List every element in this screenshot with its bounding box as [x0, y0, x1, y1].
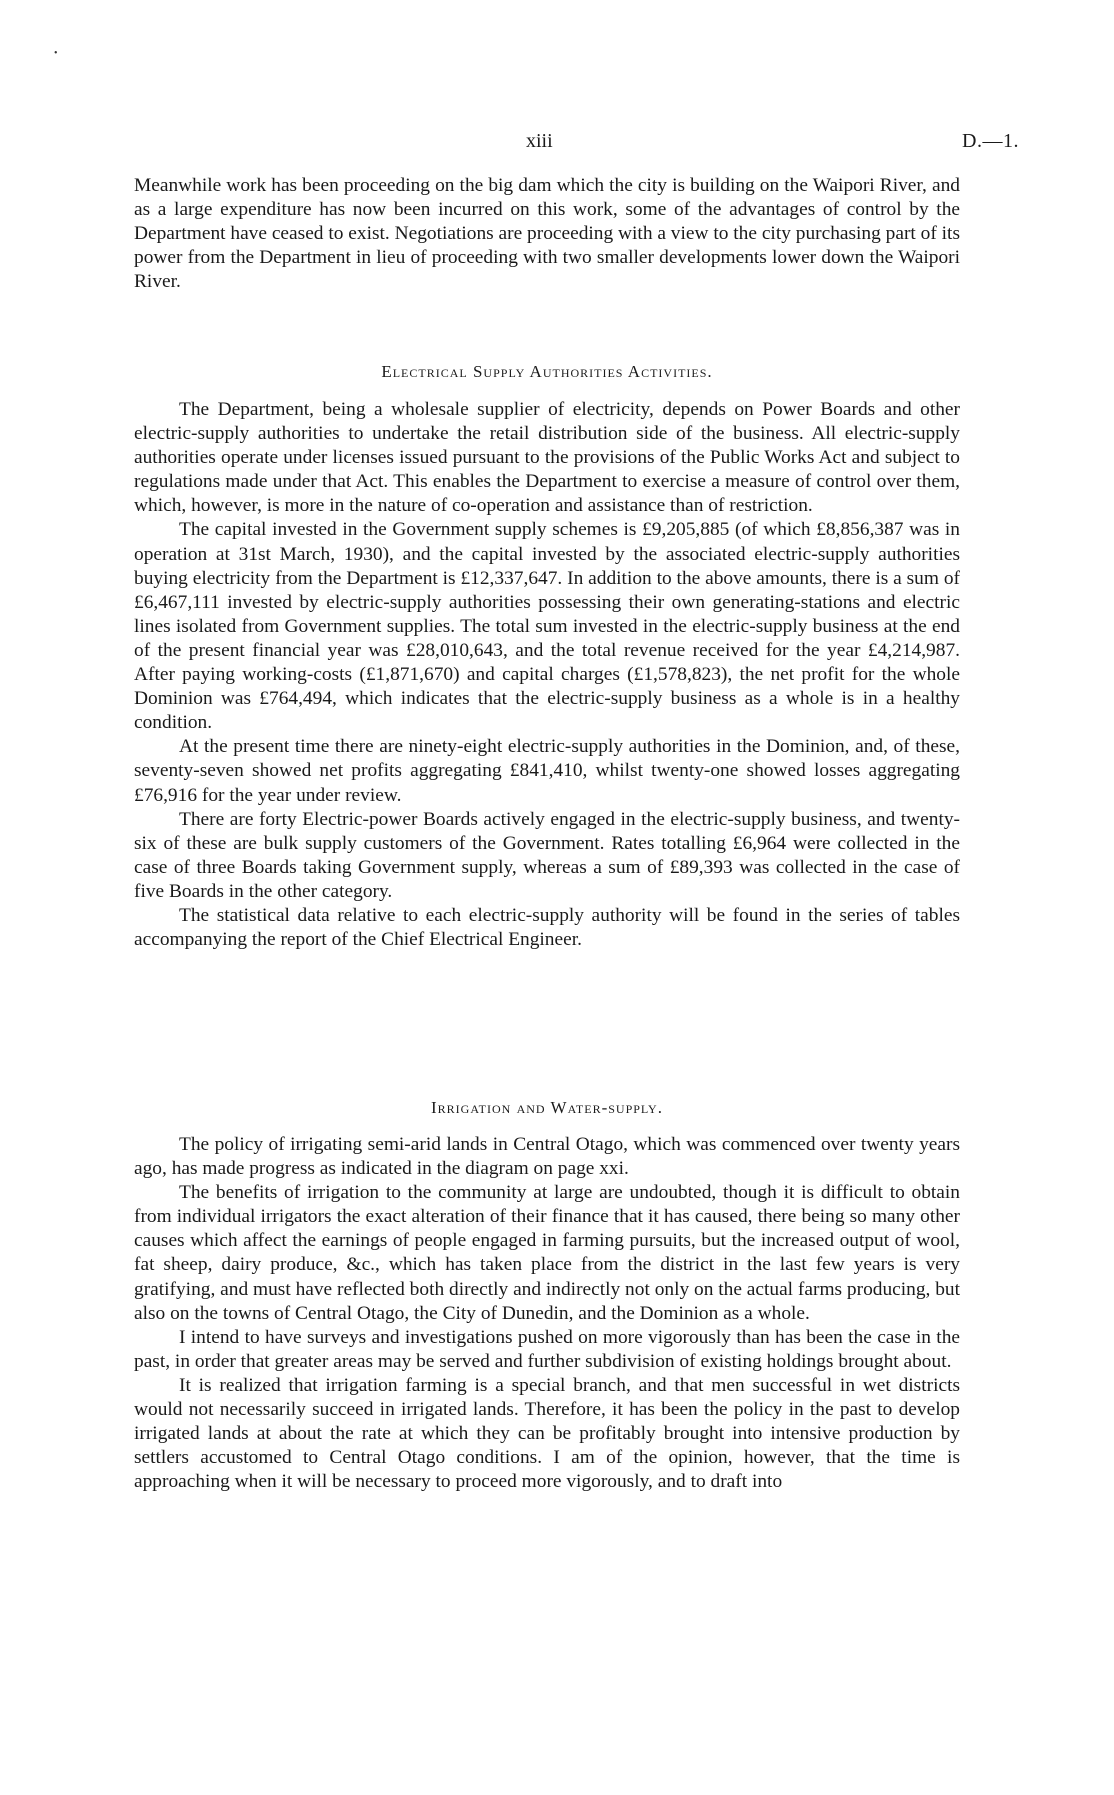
section-heading-electrical-supply: Electrical Supply Authorities Activities.	[381, 362, 713, 381]
section-waipori	[134, 174, 960, 294]
paragraph: The benefits of irrigation to the community at large are undoubted, though it is difficult to obtain from individual irrigators the exact alteration of their finance that it has caused, there being so many other causes which affect the earnings of people engaged in farming pursuits, but the increased output of wool, fat sheep, dairy produce, &c., which has taken place from the district in the last few years is very gratifying, and must have reflected both directly and indirectly not only on the actual farms producing, but also on the towns of Central Otago, the City of Dunedin, and the Dominion as a whole.	[134, 1182, 961, 1324]
paragraph: There are forty Electric-power Boards actively engaged in the electric-supply business, and twenty-six of these are bulk supply customers of the Government. Rates totalling £6,964 were collected in the case of three Boards taking Government supply, whereas a sum of £89,393 was collected in the case of five Boards in the other category.	[134, 808, 960, 902]
page-header	[0, 130, 1114, 156]
paragraph: I intend to have surveys and investigations pushed on more vigorously than has been the case in the past, in order that greater areas may be served and further subdivision of existing holdings brought about.	[134, 1326, 960, 1372]
paragraph: Meanwhile work has been proceeding on the big dam which the city is building on the Waipori River, and as a large expenditure has now been incurred on this work, some of the advantages of control by the Department have ceased to exist. Negotiations are proceeding with a view to the city purchasing part of its power from the Department in lieu of proceeding with two smaller developments lower down the Waipori River.	[134, 175, 960, 293]
paragraph: At the present time there are ninety-eight electric-supply authorities in the Dominion, and, of these, seventy-seven showed net profits aggregating £841,410, whilst twenty-one showed losses aggregating £76,916 for the year under review.	[134, 736, 960, 806]
paragraph: The policy of irrigating semi-arid lands in Central Otago, which was commenced over twenty years ago, has made progress as indicated in the diagram on page xxi.	[134, 1134, 960, 1180]
page-number: xiii	[526, 130, 553, 152]
paragraph: The statistical data relative to each electric-supply authority will be found in the series of tables accompanying the report of the Chief Electrical Engineer.	[134, 904, 960, 951]
section-irrigation	[134, 1133, 960, 1494]
section-electrical-supply	[134, 398, 960, 952]
page-mark: •	[54, 48, 58, 59]
paragraph: The Department, being a wholesale supplier of electricity, depends on Power Boards and other electric-supply authorities to undertake the retail distribution side of the business. All electric-supply authorities operate under licenses issued pursuant to the provisions of the Public Works Act and subject to regulations made under that Act. This enables the Department to exercise a measure of control over them, which, however, is more in the nature of co-operation and assistance than of restriction.	[134, 399, 960, 517]
paragraph: It is realized that irrigation farming is a special branch, and that men successful in wet districts would not necessarily succeed in irrigated lands. Therefore, it has been the policy in the past to develop irrigated lands at about the rate at which they can be profitably brought into intensive production by settlers accustomed to Central Otago conditions. I am of the opinion, however, that the time is approaching when it will be necessary to proceed more vigorously, and to draft into	[134, 1374, 960, 1493]
paragraph: The capital invested in the Government supply schemes is £9,205,885 (of which £8,856,387 was in operation at 31st March, 1930), and the capital invested by the associated electric-supply authorities buying electricity from the Department is £12,337,647. In addition to the above amounts, there is a sum of £6,467,111 invested by electric-supply authorities possessing their own generating-stations and electric lines isolated from Government supplies. The total sum invested in the electric-supply business at the end of the present financial year was £28,010,643, and the total revenue received for the year £4,214,987. After paying working-costs (£1,871,670) and capital charges (£1,578,823), the net profit for the whole Dominion was £764,494, which indicates that the electric-supply business as a whole is in a healthy condition.	[134, 519, 960, 734]
document-reference: D.—1.	[962, 130, 1019, 152]
section-heading-irrigation: Irrigation and Water-supply.	[431, 1098, 663, 1117]
